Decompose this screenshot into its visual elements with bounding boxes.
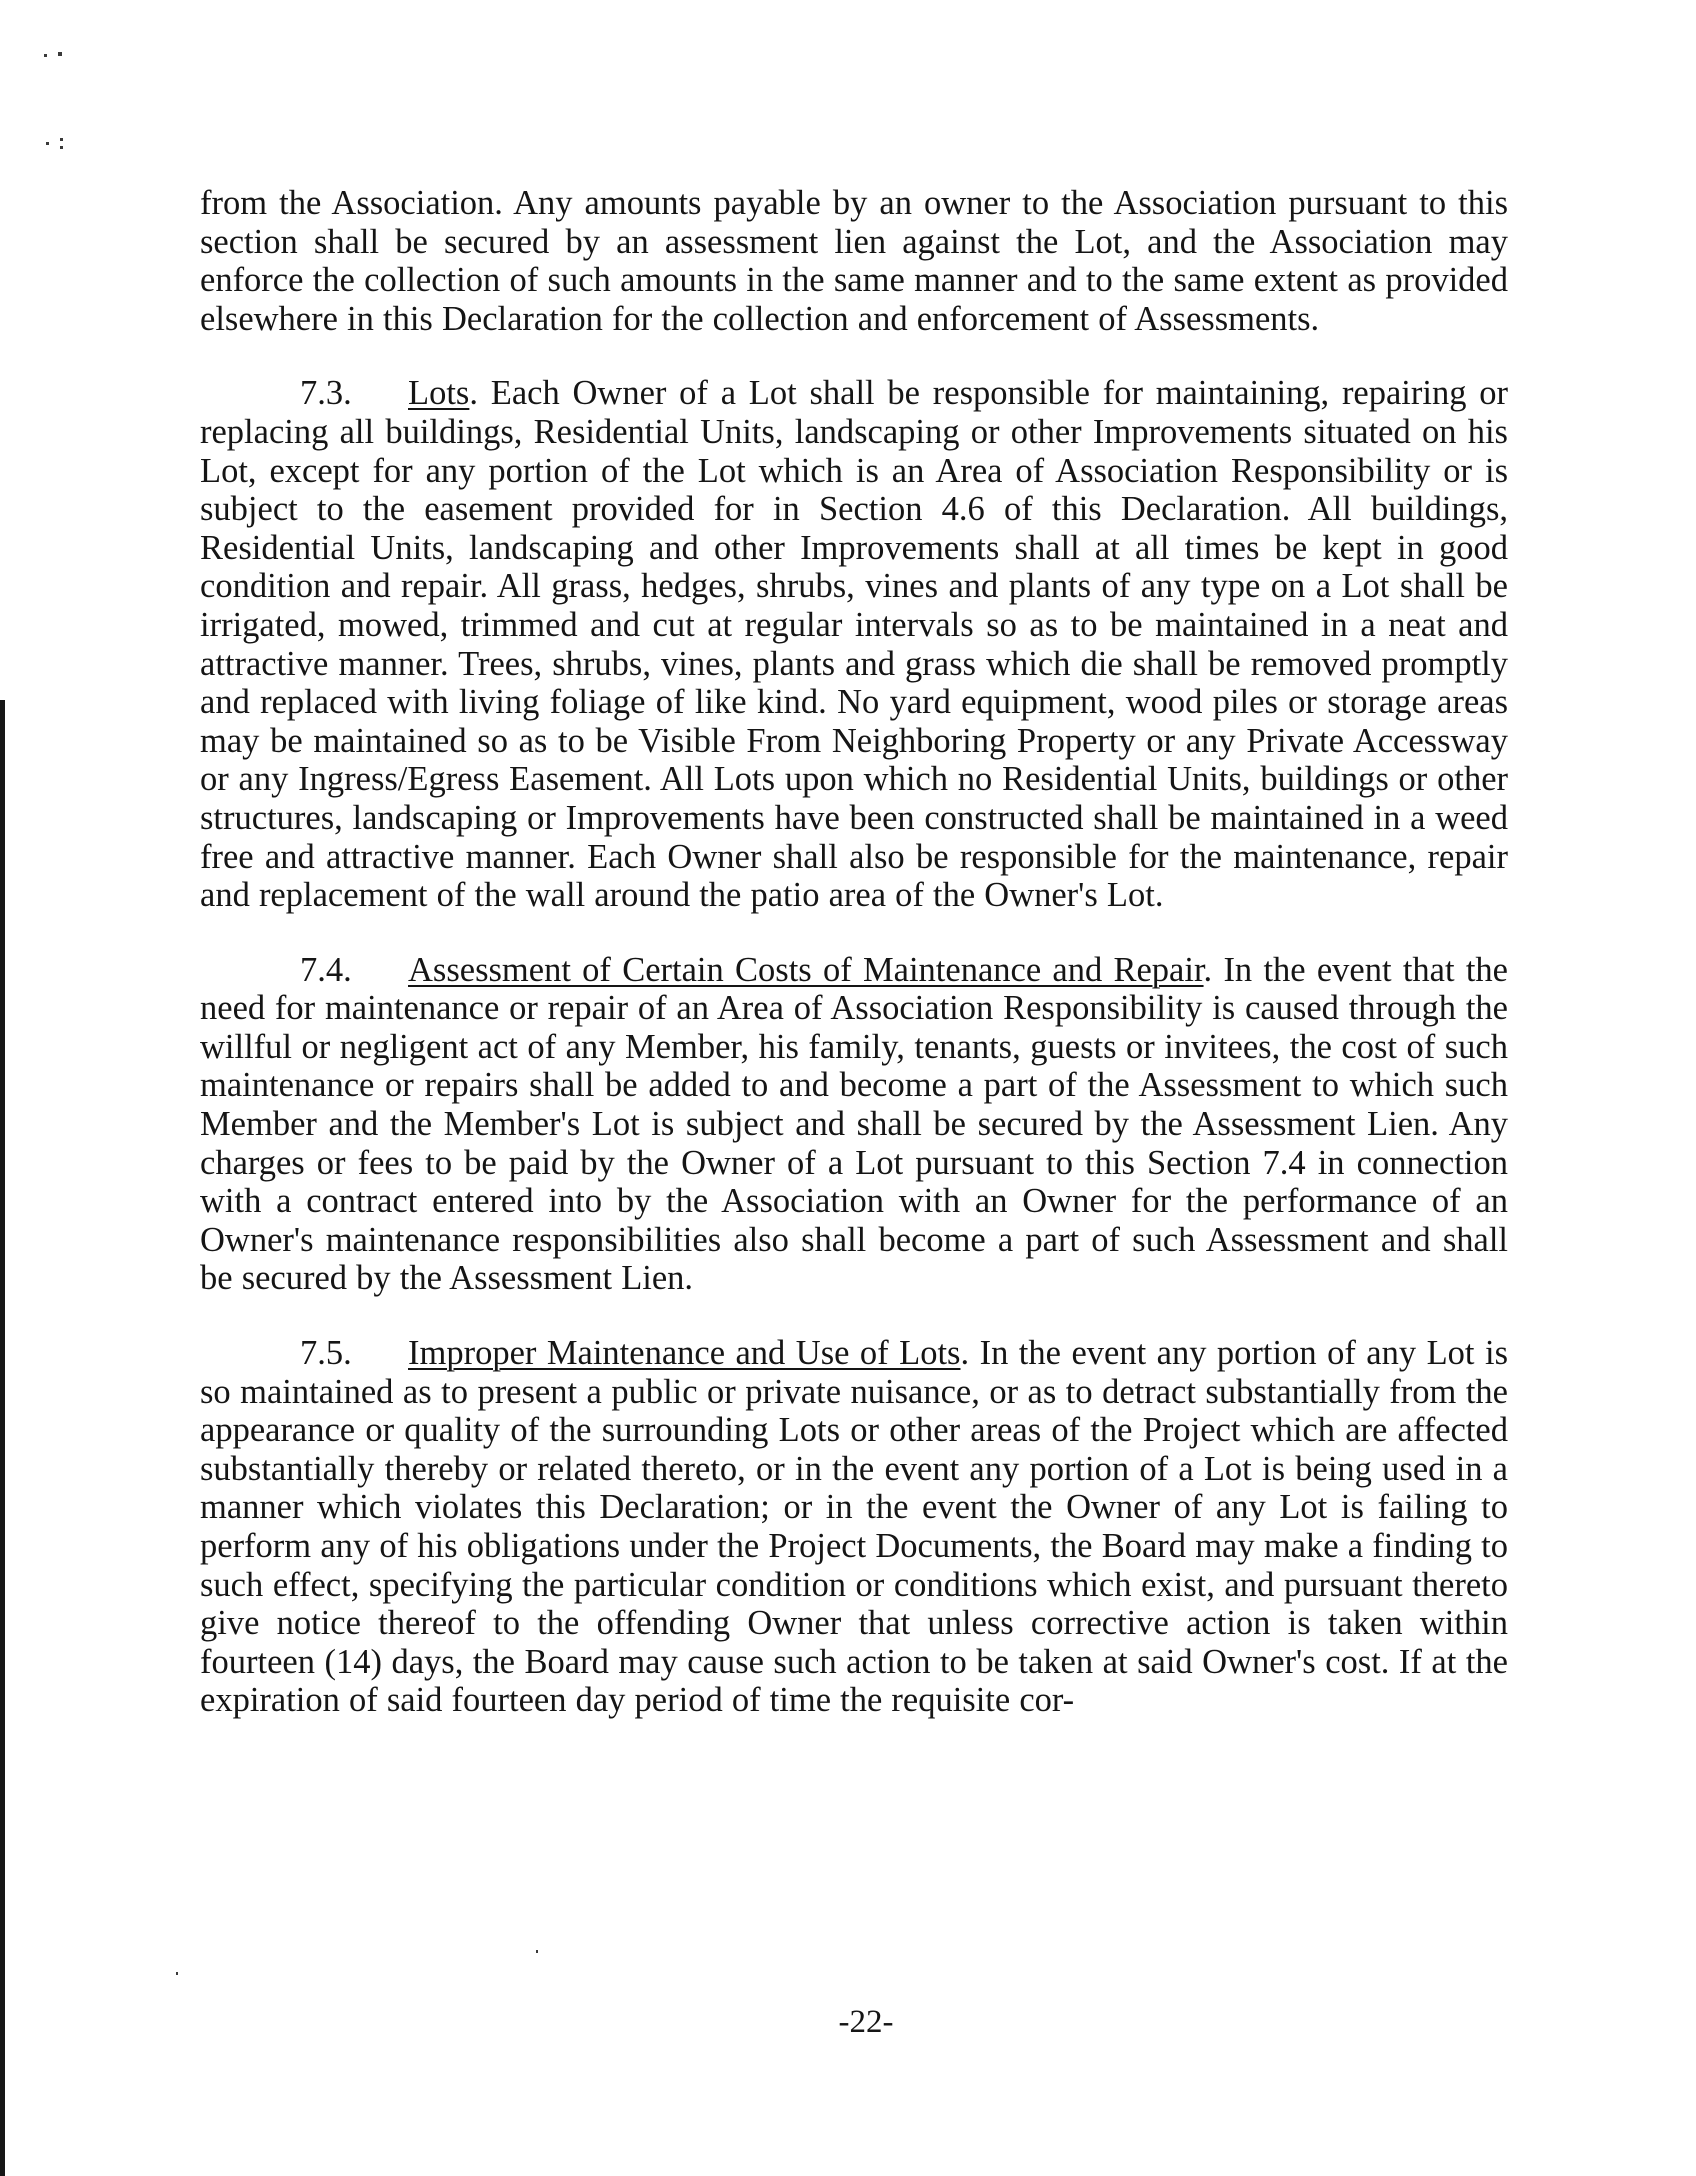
document-body (200, 184, 1508, 1756)
paragraph-text: from the Association. Any amounts payable by an owner to the Association pursuant to this section shall be secured by an assessment lien against the Lot, and the Association may enforce the collection of such amounts in the same manner and to the same extent as provided elsewhere in this Declaration for the collection and enforcement of Assessments. (200, 184, 1508, 338)
section-7-5 (200, 1334, 1508, 1720)
heading-punctuation: . (1203, 950, 1213, 989)
section-body: Each Owner of a Lot shall be responsible for maintaining, repairing or replacing all buildings, Residential Units, landscaping or other Improvements situated on his Lot, except for any portion of the Lot which is an Area of Association Responsibility or is subject to the easement provided for in Section 4.6 of this Declaration. All buildings, Residential Units, landscaping and other Improvements shall at all times be kept in good condition and repair. All grass, hedges, shrubs, vines and plants of any type on a Lot shall be irrigated, mowed, trimmed and cut at regular intervals so as to be maintained in a neat and attractive manner. Trees, shrubs, vines, plants and grass which die shall be removed promptly and replaced with living foliage of like kind. No yard equipment, wood piles or storage areas may be maintained so as to be Visible From Neighboring Property or any Private Accessway or any Ingress/Egress Easement. All Lots upon which no Residential Units, buildings or other structures, landscaping or Improvements have been constructed shall be maintained in a weed free and attractive manner. Each Owner shall also be responsible for the maintenance, repair and replacement of the wall around the patio area of the Owner's Lot. (200, 374, 1508, 915)
section-heading: Improper Maintenance and Use of Lots (408, 1334, 961, 1373)
paragraph-continuation (200, 184, 1508, 338)
scan-speck (58, 52, 62, 56)
section-number: 7.4. (300, 950, 352, 989)
scan-speck (536, 1950, 538, 1953)
section-body: In the event any portion of any Lot is so maintained as to present a public or private nuisance, or as to detract substantially from the appearance or quality of the surrounding Lots or other areas of the Project which are affected substantially thereby or related thereto, or in the event any portion of a Lot is being used in a manner which violates this Declaration; or in the event the Owner of any Lot is failing to perform any of his obligations under the Project Documents, the Board may make a finding to such effect, specifying the particular condition or conditions which exist, and pursuant thereto give notice thereof to the offending Owner that unless corrective action is taken within fourteen (14) days, the Board may cause such action to be taken at said Owner's cost. If at the expiration of said fourteen day period of time the requisite cor- (200, 1334, 1508, 1720)
scan-speck (44, 54, 47, 57)
section-heading: Assessment of Certain Costs of Maintenance and Repair (408, 950, 1204, 989)
heading-punctuation: . (469, 374, 478, 413)
section-number: 7.3. (300, 374, 352, 413)
section-number: 7.5. (300, 1334, 352, 1373)
section-body: In the event that the need for maintenance or repair of an Area of Association Responsibility is caused through the willful or negligent act of any Member, his family, tenants, guests or invitees, the cost of such maintenance or repairs shall be added to and become a part of the Assessment to which such Member and the Member's Lot is subject and shall be secured by the Assessment Lien. Any charges or fees to be paid by the Owner of a Lot pursuant to this Section 7.4 in connection with a contract entered into by the Association with an Owner for the performance of an Owner's maintenance responsibilities also shall become a part of such Assessment and shall be secured by the Assessment Lien. (200, 950, 1508, 1298)
section-heading: Lots (408, 374, 470, 413)
section-7-4 (200, 951, 1508, 1298)
heading-punctuation: . (960, 1334, 970, 1373)
page-number: -22- (838, 2004, 894, 2040)
scan-binding-edge (0, 700, 5, 2176)
scan-speck (176, 1972, 178, 1975)
scan-speck (60, 138, 63, 141)
section-7-3 (200, 374, 1508, 914)
scan-speck (60, 146, 63, 149)
scan-speck (46, 142, 49, 145)
